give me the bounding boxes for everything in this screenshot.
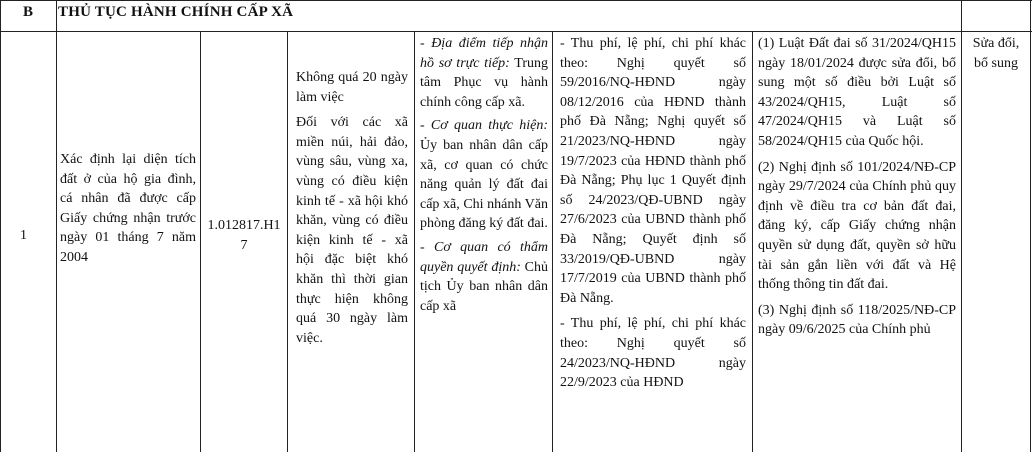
duration-remote-areas: Đối với các xã miền núi, hải đảo, vùng sâu, vùng xa, vùng có điều kiện kinh tế - xã hội khó khăn, vùng có điều kiện kinh tế - xã hội đặc biệt khó khăn thì thời gian thực hiện không quá 30 ngày làm việc. xyxy=(296,115,408,346)
section-code: B xyxy=(22,4,33,20)
legal-basis-2: (2) Nghị định số 101/2024/NĐ-CP ngày 29/7/2024 của Chính phủ quy định về điều tra cơ bản đất đai, đăng ký, cấp Giấy chứng nhận quyền sử dụng đất, quyền sở hữu tài sản gắn liền với đất và Hệ thống thông tin đất đai. xyxy=(758,159,956,293)
legal-basis-cell xyxy=(758,34,956,340)
receive-location-label: - Địa điểm tiếp nhận hồ sơ trực tiếp: xyxy=(420,36,548,71)
fees-paragraph-1: - Thu phí, lệ phí, chi phí khác theo: Nghị quyết số 59/2016/NQ-HĐND ngày 08/12/2016 của HĐND thành phố Đà Nẵng; Nghị quyết số 21/2023/NQ-HĐND ngày 19/7/2023 của HĐND thành phố Đà Nẵng; Phụ lục 1 Quyết định số 24/2023/QĐ-UBND ngày 27/6/2023 của UBND thành phố Đà Nẵng; Quyết định số 33/2019/QĐ-UBND ngày 17/7/2019 của UBND thành phố Đà Nẵng. xyxy=(560,36,746,306)
fees-paragraph-2: - Thu phí, lệ phí, chi phí khác theo: Nghị quyết số 24/2023/NQ-HĐND ngày 22/9/2023 của HĐND xyxy=(560,316,746,391)
executing-agency-value: Ủy ban nhân dân cấp xã, cơ quan có chức năng quản lý đất đai cấp xã, Chi nhánh Văn phòng đăng ký đất đai. xyxy=(420,137,548,232)
table-border-top xyxy=(0,0,1032,1)
procedure-name: Xác định lại diện tích đất ở của hộ gia đình, cá nhân đã được cấp Giấy chứng nhận trước ngày 01 tháng 7 năm 2004 xyxy=(60,152,196,265)
col-divider-5 xyxy=(552,31,553,452)
table-border-right xyxy=(1030,0,1031,452)
place-cell xyxy=(420,34,548,316)
legal-basis-1: (1) Luật Đất đai số 31/2024/QH15 ngày 18/01/2024 được sửa đổi, bổ sung một số điều bởi Luật số 43/2024/QH15, Luật số 47/2024/QH15 và Luật số 58/2024/QH15 của Quốc hội. xyxy=(758,36,956,149)
section-title: THỦ TỤC HÀNH CHÍNH CẤP XÃ xyxy=(58,4,294,20)
row-index: 1 xyxy=(20,228,27,243)
duration-cell xyxy=(296,68,408,348)
col-divider-6 xyxy=(752,31,753,452)
col-divider-1 xyxy=(56,0,57,452)
legal-basis-3: (3) Nghị định số 118/2025/NĐ-CP ngày 09/6/2025 của Chính phủ xyxy=(758,302,956,338)
deciding-authority-label: - Cơ quan có thẩm quyền quyết định: xyxy=(420,239,548,275)
col-divider-2 xyxy=(200,31,201,452)
receive-location-value: Trung tâm Phục vụ hành chính công cấp xã. xyxy=(420,55,549,110)
col-divider-4 xyxy=(414,31,415,452)
duration-standard: Không quá 20 ngày làm việc xyxy=(296,70,408,105)
col-divider-action xyxy=(961,0,962,452)
action-cell: Sửa đổi, bổ sung xyxy=(972,36,1020,71)
table-border-left xyxy=(0,0,1,452)
fees-cell xyxy=(560,34,746,393)
section-divider xyxy=(0,31,1032,32)
col-divider-3 xyxy=(287,31,288,452)
procedure-code: 1.012817.H17 xyxy=(207,218,281,253)
deciding-authority-value: Chủ tịch Ủy ban nhân dân cấp xã xyxy=(420,259,548,314)
executing-agency-label: - Cơ quan thực hiện: xyxy=(420,118,548,134)
